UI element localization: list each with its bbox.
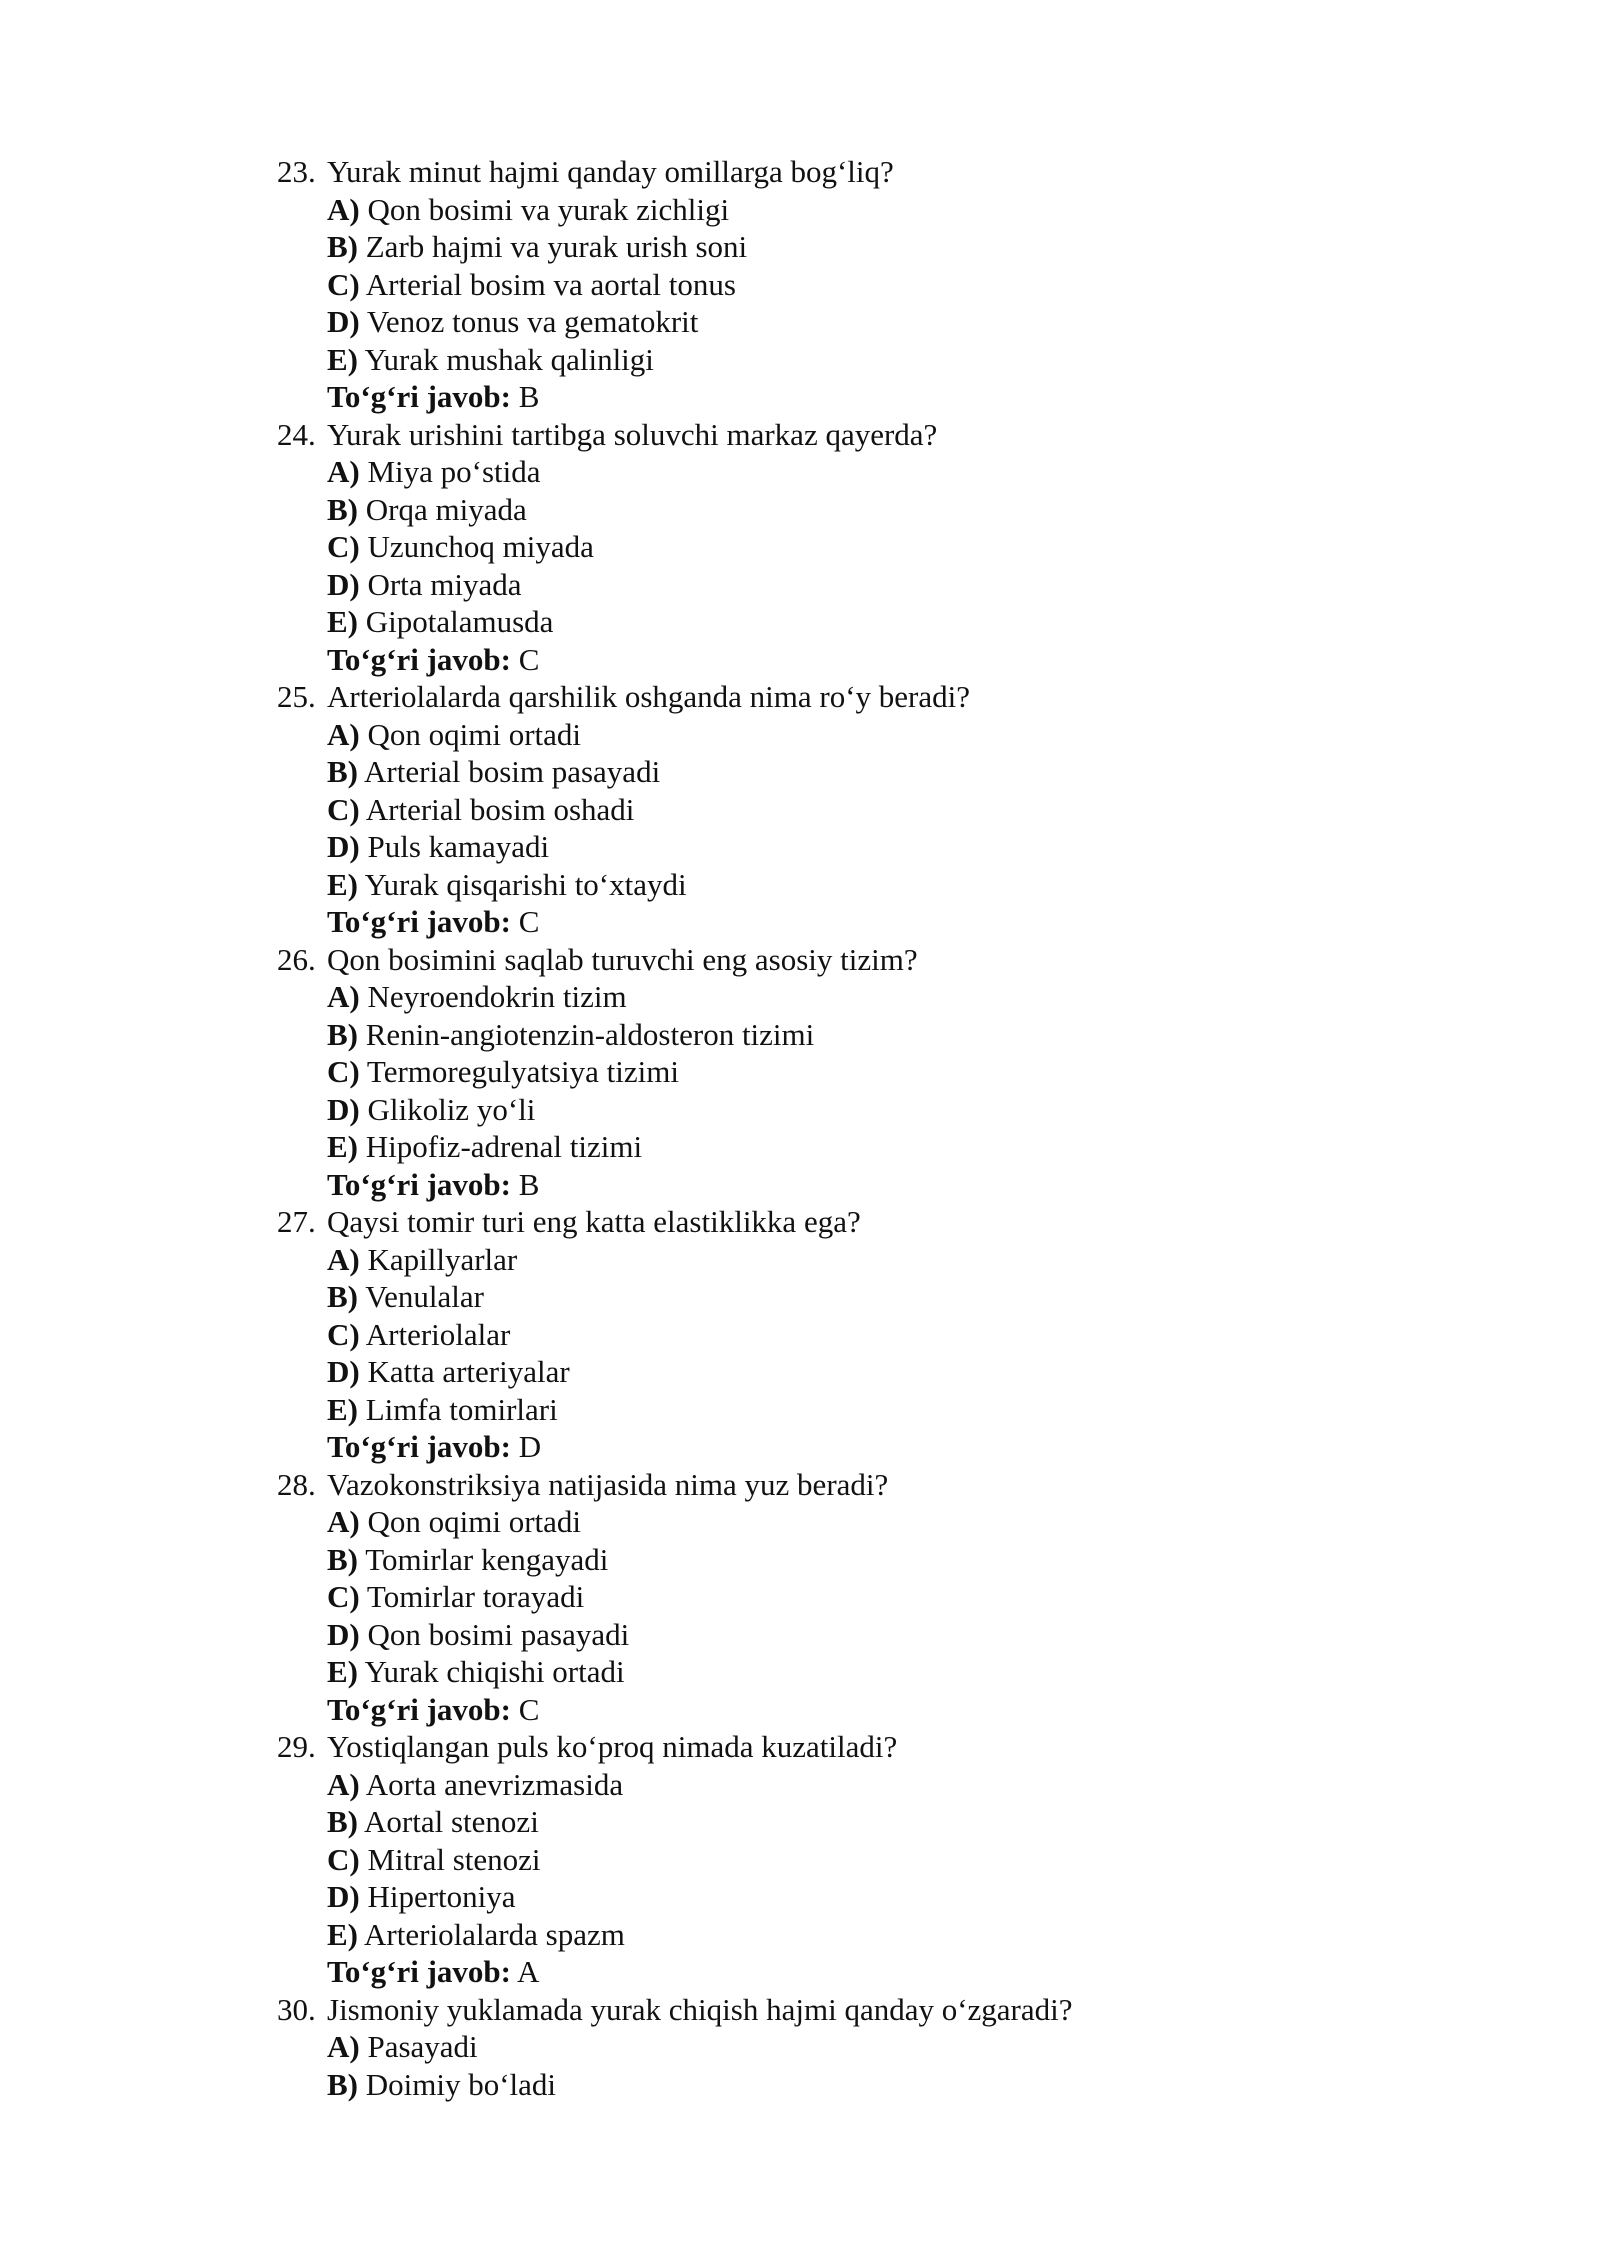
answer-option <box>277 1578 1427 1616</box>
option-letter: C) <box>327 1054 360 1089</box>
answer-option <box>277 1128 1427 1166</box>
answer-option <box>277 228 1427 266</box>
answer-option <box>277 1766 1427 1804</box>
answer-option <box>277 303 1427 341</box>
correct-answer <box>277 1691 1427 1729</box>
option-text: Limfa tomirlari <box>365 1391 558 1427</box>
option-text: Hipofiz-adrenal tizimi <box>365 1129 643 1164</box>
option-letter: D) <box>327 1354 360 1389</box>
question-block <box>277 1203 1427 1466</box>
question-number: 30. <box>277 1991 316 2027</box>
option-letter: C) <box>327 529 360 564</box>
option-text: Venoz tonus va gematokrit <box>366 304 699 339</box>
option-letter: E) <box>327 1391 358 1427</box>
option-letter: D) <box>327 1616 360 1652</box>
correct-answer-value: C <box>518 904 540 939</box>
option-text: Katta arteriyalar <box>367 1354 570 1389</box>
question-block <box>277 153 1427 416</box>
option-text: Aorta anevrizmasida <box>365 1766 624 1802</box>
correct-answer-value: C <box>518 641 540 677</box>
option-text: Doimiy bo‘ladi <box>365 2066 557 2102</box>
option-text: Arteriolalar <box>365 1316 511 1352</box>
option-text: Aortal stenozi <box>364 1804 539 1839</box>
answer-option <box>277 566 1427 604</box>
option-letter: A) <box>327 1766 360 1802</box>
question-block <box>277 678 1427 941</box>
option-text: Arteriolalarda spazm <box>364 1916 625 1952</box>
option-text: Qon bosimi pasayadi <box>367 1616 630 1652</box>
answer-option <box>277 791 1427 829</box>
option-letter: C) <box>327 1579 360 1614</box>
option-text: Glikoliz yo‘li <box>367 1091 536 1127</box>
option-text: Termoregulyatsiya tizimi <box>366 1054 679 1089</box>
correct-answer <box>277 903 1427 941</box>
option-text: Yurak mushak qalinligi <box>364 341 654 377</box>
question-number: 25. <box>277 679 316 714</box>
option-text: Arterial bosim va aortal tonus <box>365 266 736 302</box>
question-block <box>277 1991 1427 2104</box>
option-letter: E) <box>327 866 358 902</box>
correct-answer <box>277 378 1427 416</box>
correct-answer-value: D <box>518 1429 542 1464</box>
question-block <box>277 416 1427 679</box>
option-text: Miya po‘stida <box>367 454 541 489</box>
answer-option <box>277 1503 1427 1541</box>
option-letter: A) <box>327 1241 360 1277</box>
question-line <box>277 1466 1427 1504</box>
option-letter: B) <box>327 229 358 264</box>
correct-answer-label: To‘g‘ri javob: <box>327 1166 511 1202</box>
question-block <box>277 1728 1427 1991</box>
answer-option <box>277 1878 1427 1916</box>
option-letter: E) <box>327 1916 358 1952</box>
correct-answer <box>277 641 1427 679</box>
option-text: Qon bosimi va yurak zichligi <box>367 191 730 227</box>
option-text: Yurak chiqishi ortadi <box>364 1654 625 1689</box>
question-line <box>277 941 1427 979</box>
answer-option <box>277 1841 1427 1879</box>
correct-answer <box>277 1953 1427 1991</box>
option-text: Uzunchoq miyada <box>367 529 594 564</box>
question-text: Yostiqlangan puls ko‘proq nimada kuzatiladi? <box>327 1729 898 1764</box>
correct-answer-label: To‘g‘ri javob: <box>327 1691 511 1727</box>
option-text: Qon oqimi ortadi <box>367 716 582 752</box>
answer-option <box>277 866 1427 904</box>
option-letter: E) <box>327 1129 358 1164</box>
option-text: Arterial bosim oshadi <box>365 791 635 827</box>
option-letter: D) <box>327 1091 360 1127</box>
question-line <box>277 416 1427 454</box>
answer-option <box>277 753 1427 791</box>
option-letter: C) <box>327 266 360 302</box>
option-letter: D) <box>327 566 360 602</box>
option-text: Gipotalamusda <box>365 604 554 639</box>
option-text: Qon oqimi ortadi <box>367 1504 582 1539</box>
answer-option <box>277 1316 1427 1354</box>
answer-option <box>277 453 1427 491</box>
correct-answer-label: To‘g‘ri javob: <box>327 1429 511 1464</box>
option-text: Kapillyarlar <box>367 1241 518 1277</box>
option-text: Hipertoniya <box>367 1879 516 1914</box>
answer-option <box>277 1541 1427 1579</box>
option-letter: C) <box>327 1316 360 1352</box>
correct-answer-label: To‘g‘ri javob: <box>327 379 511 414</box>
option-text: Orqa miyada <box>365 491 527 527</box>
question-list <box>277 153 1427 2103</box>
answer-option <box>277 528 1427 566</box>
question-number: 28. <box>277 1466 316 1502</box>
question-text: Jismoniy yuklamada yurak chiqish hajmi qanday o‘zgaradi? <box>327 1991 1073 2027</box>
question-number: 24. <box>277 416 316 452</box>
question-text: Qon bosimini saqlab turuvchi eng asosiy tizim? <box>327 941 918 977</box>
option-letter: B) <box>327 491 358 527</box>
option-text: Neyroendokrin tizim <box>367 979 627 1014</box>
answer-option <box>277 1803 1427 1841</box>
option-letter: E) <box>327 341 358 377</box>
option-letter: A) <box>327 716 360 752</box>
option-text: Yurak qisqarishi to‘xtaydi <box>364 866 687 902</box>
question-number: 27. <box>277 1204 316 1239</box>
option-letter: A) <box>327 979 360 1014</box>
option-letter: E) <box>327 1654 358 1689</box>
correct-answer-value: B <box>518 379 540 414</box>
correct-answer <box>277 1428 1427 1466</box>
question-line <box>277 678 1427 716</box>
answer-option <box>277 1053 1427 1091</box>
question-line <box>277 1991 1427 2029</box>
option-letter: A) <box>327 2029 360 2064</box>
option-letter: A) <box>327 1504 360 1539</box>
option-letter: B) <box>327 1804 358 1839</box>
answer-option <box>277 341 1427 379</box>
answer-option <box>277 716 1427 754</box>
correct-answer-value: A <box>517 1954 540 1989</box>
option-letter: E) <box>327 604 358 639</box>
question-line <box>277 1728 1427 1766</box>
option-letter: B) <box>327 1279 358 1314</box>
option-text: Pasayadi <box>367 2029 478 2064</box>
answer-option <box>277 828 1427 866</box>
answer-option <box>277 1391 1427 1429</box>
answer-option <box>277 2028 1427 2066</box>
option-letter: B) <box>327 754 358 789</box>
correct-answer-value: C <box>518 1691 540 1727</box>
answer-option <box>277 2066 1427 2104</box>
question-line <box>277 1203 1427 1241</box>
correct-answer-label: To‘g‘ri javob: <box>327 1954 511 1989</box>
option-text: Tomirlar kengayadi <box>365 1541 609 1577</box>
answer-option <box>277 1091 1427 1129</box>
answer-option <box>277 266 1427 304</box>
question-text: Qaysi tomir turi eng katta elastiklikka ega? <box>327 1204 861 1239</box>
option-letter: C) <box>327 791 360 827</box>
option-text: Orta miyada <box>367 566 522 602</box>
answer-option <box>277 1278 1427 1316</box>
option-letter: D) <box>327 829 360 864</box>
option-text: Tomirlar torayadi <box>366 1579 585 1614</box>
question-line <box>277 153 1427 191</box>
option-text: Venulalar <box>365 1279 484 1314</box>
question-number: 29. <box>277 1729 316 1764</box>
option-letter: B) <box>327 2066 358 2102</box>
question-text: Yurak minut hajmi qanday omillarga bog‘liq? <box>327 154 894 189</box>
option-text: Zarb hajmi va yurak urish soni <box>365 229 748 264</box>
answer-option <box>277 1916 1427 1954</box>
option-text: Arterial bosim pasayadi <box>364 754 661 789</box>
question-text: Yurak urishini tartibga soluvchi markaz qayerda? <box>327 416 938 452</box>
answer-option <box>277 1653 1427 1691</box>
answer-option <box>277 1616 1427 1654</box>
question-number: 23. <box>277 154 316 189</box>
answer-option <box>277 1353 1427 1391</box>
option-letter: A) <box>327 191 360 227</box>
option-letter: A) <box>327 454 360 489</box>
option-text: Puls kamayadi <box>367 829 550 864</box>
option-letter: D) <box>327 304 360 339</box>
correct-answer-value: B <box>518 1166 540 1202</box>
question-block <box>277 941 1427 1204</box>
option-text: Mitral stenozi <box>367 1841 541 1877</box>
question-block <box>277 1466 1427 1729</box>
question-text: Vazokonstriksiya natijasida nima yuz beradi? <box>327 1466 889 1502</box>
answer-option <box>277 978 1427 1016</box>
answer-option <box>277 1016 1427 1054</box>
answer-option <box>277 603 1427 641</box>
answer-option <box>277 1241 1427 1279</box>
question-text: Arteriolalarda qarshilik oshganda nima ro‘y beradi? <box>327 679 971 714</box>
correct-answer-label: To‘g‘ri javob: <box>327 904 511 939</box>
answer-option <box>277 191 1427 229</box>
option-letter: D) <box>327 1879 360 1914</box>
correct-answer-label: To‘g‘ri javob: <box>327 641 511 677</box>
answer-option <box>277 491 1427 529</box>
option-letter: C) <box>327 1841 360 1877</box>
option-text: Renin-angiotenzin-aldosteron tizimi <box>365 1016 815 1052</box>
question-number: 26. <box>277 941 316 977</box>
option-letter: B) <box>327 1016 358 1052</box>
option-letter: B) <box>327 1541 358 1577</box>
correct-answer <box>277 1166 1427 1204</box>
